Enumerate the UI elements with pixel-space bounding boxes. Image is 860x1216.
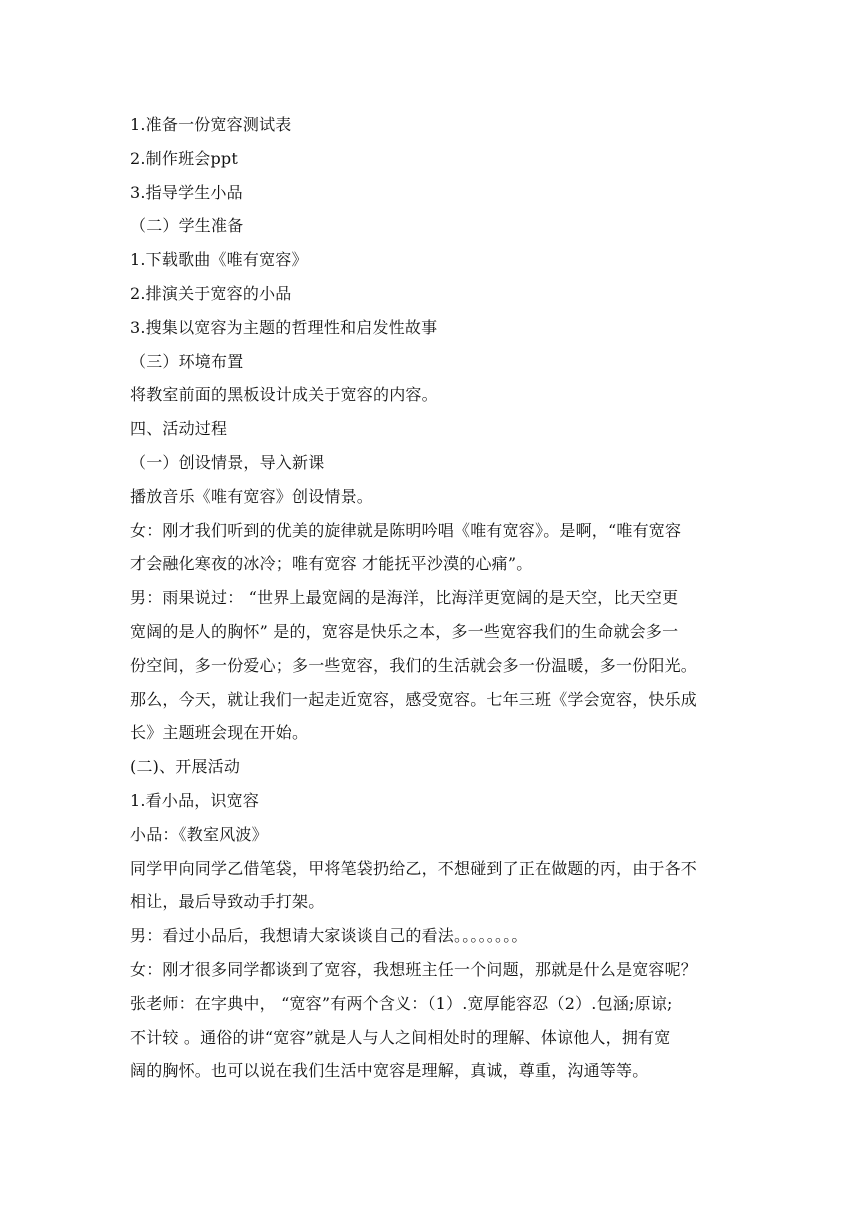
text-line: 那么，今天，就让我们一起走近宽容，感受宽容。七年三班《学会宽容，快乐成: [130, 689, 698, 709]
text-line: 不计较 。通俗的讲“宽容”就是人与人之间相处时的理解、体谅他人，拥有宽: [130, 1027, 671, 1047]
skit-title: 小品：《教室风波》: [130, 824, 268, 844]
section-activity-process: 四、活动过程: [130, 419, 228, 439]
girl-paragraph-1: [130, 514, 730, 582]
text-line: 阔的胸怀。也可以说在我们生活中宽容是理解，真诚，尊重，沟通等等。: [130, 1061, 649, 1081]
text-line: 才会融化寒夜的冰冷；唯有宽容 才能抚平沙漠的心痛”。: [130, 554, 533, 574]
boy-line-2: 男：看过小品后，我想请大家谈谈自己的看法。。。。。。。。: [130, 926, 528, 946]
teacher-paragraph: [130, 987, 730, 1088]
text-line: 女：刚才我们听到的优美的旋律就是陈明吟唱《唯有宽容》。是啊，“唯有宽容: [130, 520, 682, 540]
girl-line-2: 女：刚才很多同学都谈到了宽容，我想班主任一个问题，那就是什么是宽容呢？: [130, 959, 698, 979]
text-line: 男：雨果说过： “世界上最宽阔的是海洋，比海洋更宽阔的是天空，比天空更: [130, 588, 679, 608]
document-body: [130, 108, 730, 1088]
student-item-stories: 3.搜集以宽容为主题的哲理性和启发性故事: [130, 317, 438, 337]
intro-music-text: 播放音乐《唯有宽容》创设情景。: [130, 486, 374, 506]
text-line: 同学甲向同学乙借笔袋，甲将笔袋扔给乙，不想碰到了正在做题的丙，由于各不: [130, 858, 698, 878]
section-environment: （三）环境布置: [130, 351, 244, 371]
prep-item-skit-guidance: 3.指导学生小品: [130, 182, 243, 202]
subsection-intro: （一）创设情景，导入新课: [130, 452, 325, 472]
student-item-skit: 2.排演关于宽容的小品: [130, 283, 292, 303]
prep-item-test-table: 1.准备一份宽容测试表: [130, 115, 292, 134]
text-line: 长》主题班会现在开始。: [130, 723, 309, 743]
section-activities: (二)、开展活动: [130, 757, 241, 777]
boy-paragraph-1: [130, 581, 730, 750]
text-line: 宽阔的是人的胸怀” 是的，宽容是快乐之本，多一些宽容我们的生命就会多一: [130, 621, 679, 641]
section-student-prep: （二）学生准备: [130, 216, 244, 236]
activity-item-1: 1.看小品，识宽容: [130, 790, 260, 810]
text-line: 相让，最后导致动手打架。: [130, 892, 325, 912]
text-line: 张老师：在字典中， “宽容”有两个含义：（1）.宽厚能容忍（2）.包涵;原谅;: [130, 993, 673, 1013]
environment-text: 将教室前面的黑板设计成关于宽容的内容。: [130, 385, 438, 405]
prep-item-ppt: 2.制作班会ppt: [130, 148, 238, 168]
text-line: 份空间，多一份爱心；多一些宽容，我们的生活就会多一份温暖，多一份阳光。: [130, 655, 698, 675]
skit-paragraph: [130, 852, 730, 920]
student-item-song: 1.下载歌曲《唯有宽容》: [130, 250, 308, 270]
